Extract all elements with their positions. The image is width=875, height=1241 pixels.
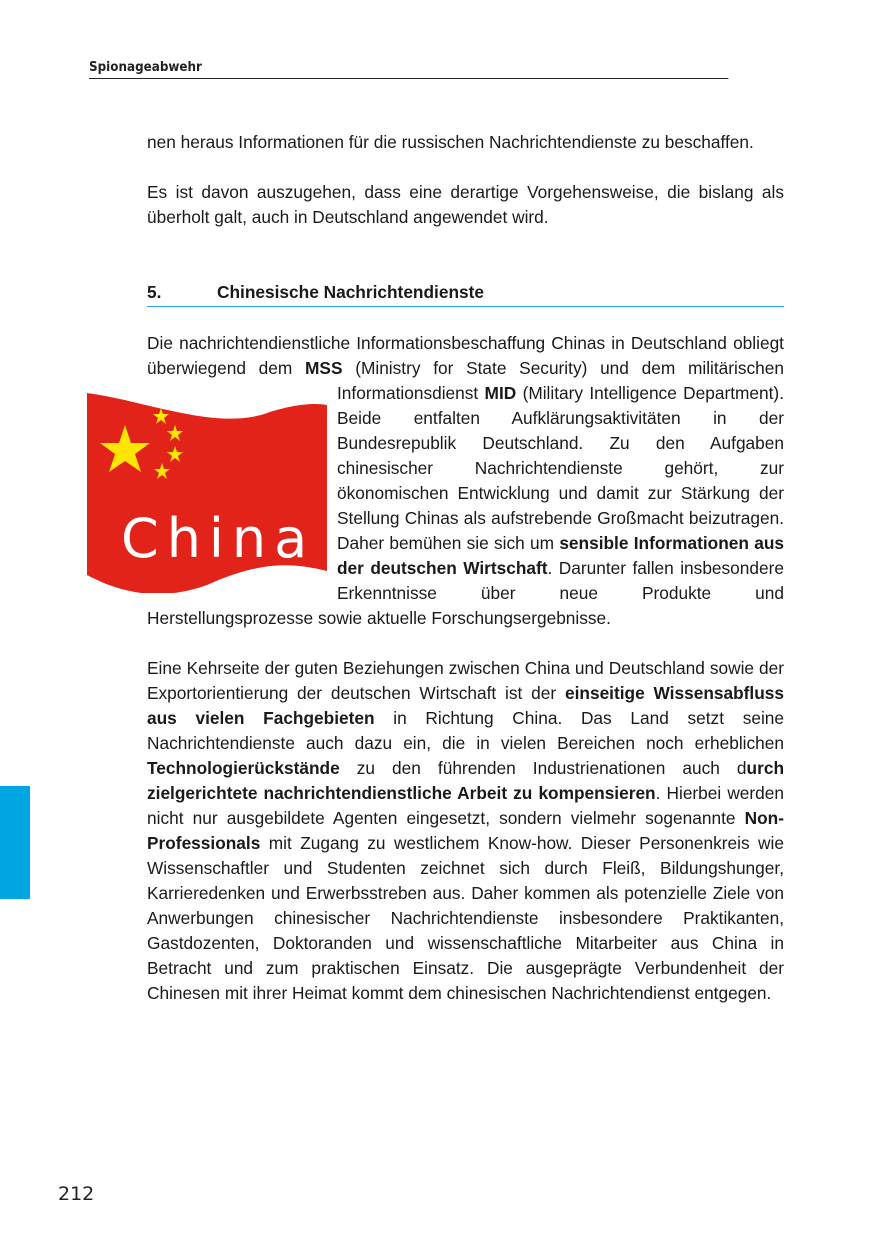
p3-bold-mid: MID xyxy=(484,383,517,403)
paragraph-4 xyxy=(147,656,784,1006)
section-title: Chinesische Nachrichtendienste xyxy=(217,282,484,302)
flag-label-china: China xyxy=(121,507,316,570)
section-heading xyxy=(147,280,784,307)
p3-text-1: Die nachrichtendienstliche Informationsbeschaffung Chinas in Deutschland obliegt überwiegend dem xyxy=(147,333,784,378)
china-flag-image xyxy=(87,381,325,591)
p4-bold-2: Technologierückstände xyxy=(147,758,340,778)
p3-text-3: (Military Intelligence Department). Beide entfalten Aufklärungsaktivitäten in der Bundesrepublik Deutschland. Zu den Aufgaben chinesischer Nachrichtendienste gehört, zur ökonomischen Entwicklung und damit zur Stärkung der Stellung Chinas als aufstrebende Großmacht beizutragen. Daher bemühen sie sich um xyxy=(337,383,784,553)
p4-text-2: in Richtung China. Das Land setzt seine Nachrichtendienste auch dazu ein, die in vielen Bereichen noch erheblichen xyxy=(147,708,785,753)
p3-bold-sensible: sensible Informationen aus der deutschen Wirtschaft xyxy=(337,533,784,578)
p4-text-4: . Hierbei werden nicht nur ausgebildete Agenten eingesetzt, sondern vielmehr sogenannte xyxy=(147,783,784,828)
paragraph-2: Es ist davon auszugehen, dass eine derartige Vorgehensweise, die bislang als überholt galt, auch in Deutschland angewendet wird. xyxy=(147,182,784,227)
p4-bold-3: urch zielgerichtete nachrichtendienstliche Arbeit zu kompensieren xyxy=(147,758,784,803)
paragraph-3 xyxy=(121,331,784,631)
main-content xyxy=(121,130,785,1006)
p4-bold-4: Non-Professionals xyxy=(147,808,784,853)
p4-bold-1: einseitige Wissensabfluss aus vielen Fachgebieten xyxy=(147,683,784,728)
page-number: 212 xyxy=(58,1183,95,1205)
p3-text-4: . Darunter fallen insbesondere Erkenntnisse über neue Produkte und Herstellungsprozesse sowie aktuelle Forschungsergebnisse. xyxy=(147,558,784,628)
p3-bold-mss: MSS xyxy=(305,358,343,378)
section-number: 5. xyxy=(147,282,162,302)
p4-text-1: Eine Kehrseite der guten Beziehungen zwischen China und Deutschland sowie der Exportorientierung der deutschen Wirtschaft ist der xyxy=(147,658,784,703)
p4-text-3: zu den führenden Industrienationen auch d xyxy=(339,758,747,778)
chapter-side-tab xyxy=(0,786,30,899)
paragraph-1: nen heraus Informationen für die russischen Nachrichtendienste zu beschaffen. xyxy=(147,132,754,152)
running-header: Spionageabwehr xyxy=(89,60,728,79)
p3-text-2: (Ministry for State Security) und dem militärischen Informationsdienst xyxy=(337,358,784,403)
p4-text-5: mit Zugang zu westlichem Know-how. Dieser Personenkreis wie Wissenschaftler und Studenten zeichnet sich durch Fleiß, Bildungshunger, Karrieredenken und Erwerbsstreben aus. Daher kommen als potenzielle Ziele von Anwerbungen chinesischer Nachrichtendienste insbesondere Praktikanten, Gastdozenten, Doktoranden und wissenschaftliche Mitarbeiter aus China in Betracht und zum praktischen Einsatz. Die ausgeprägte Verbundenheit der Chinesen mit ihrer Heimat kommt dem chinesischen Nachrichtendienst entgegen. xyxy=(147,833,784,1003)
